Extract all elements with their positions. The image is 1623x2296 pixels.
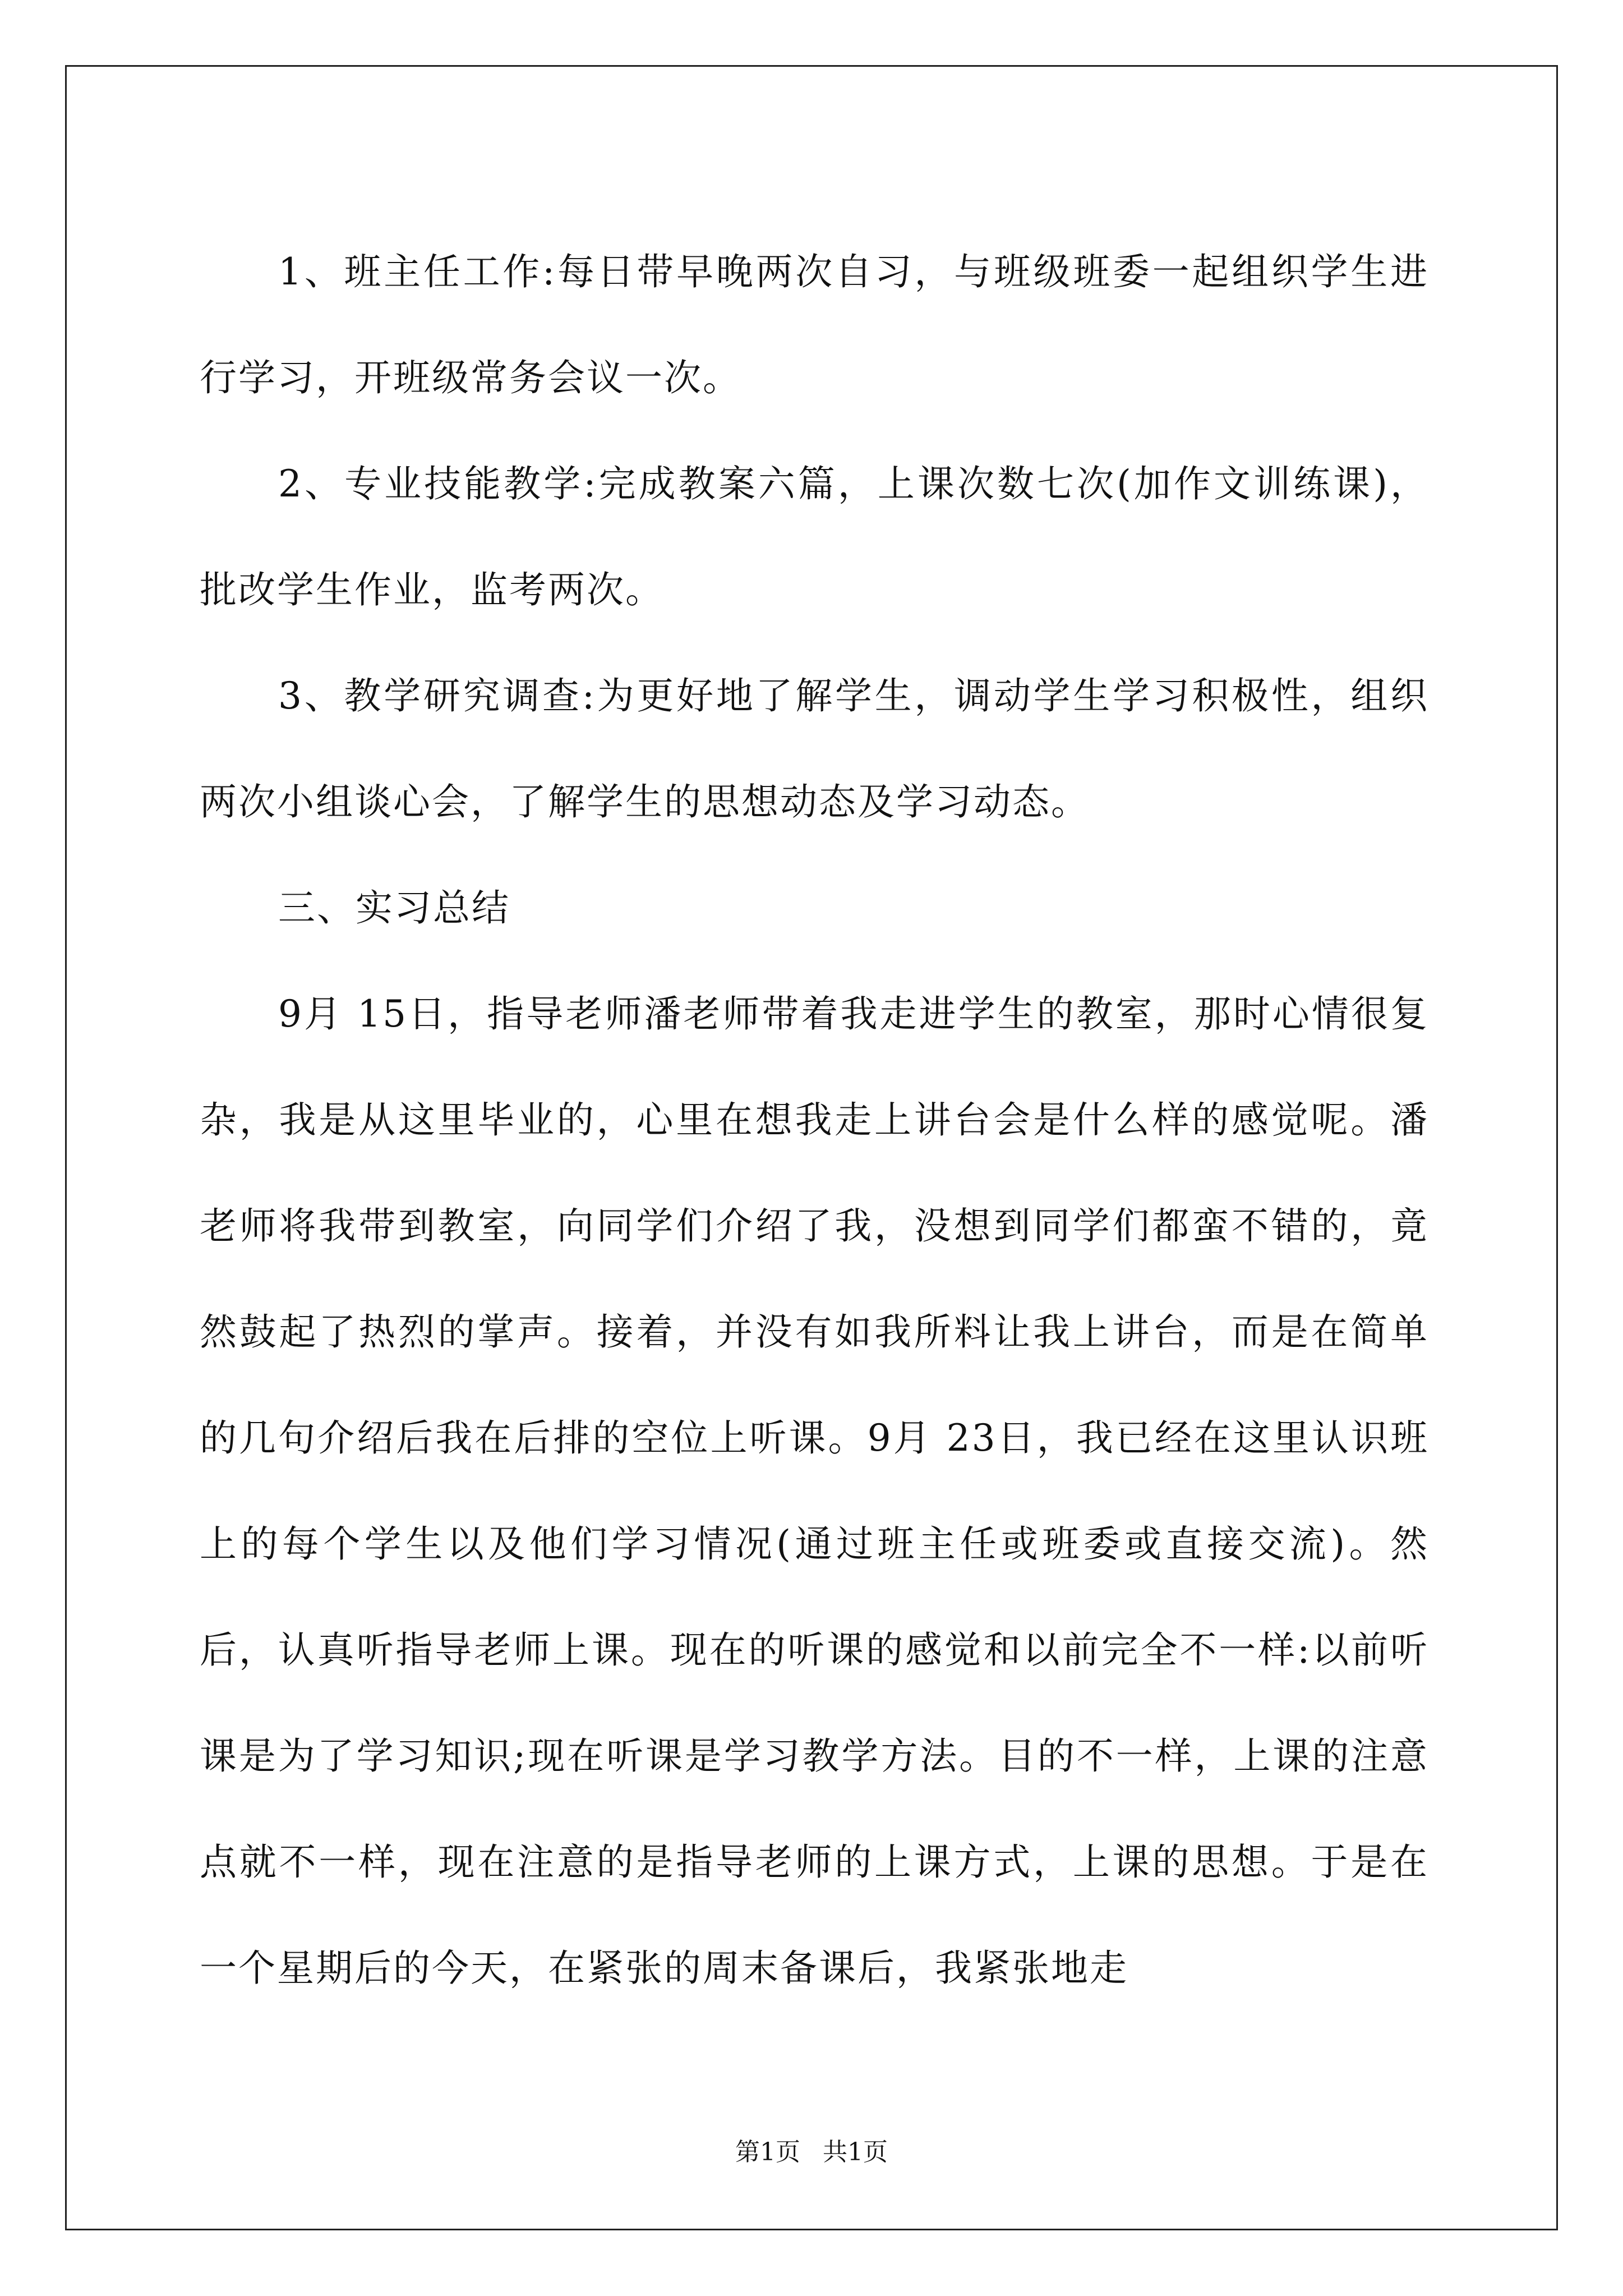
paragraph-4: 9月 15日，指导老师潘老师带着我走进学生的教室，那时心情很复杂，我是从这里毕业的，心里在想我走上讲台会是什么样的感觉呢。潘老师将我带到教室，向同学们介绍了我，没想到同学们都蛮不错的，竟然鼓起了热烈的掌声。接着，并没有如我所料让我上讲台，而是在简单的几句介绍后我在后排的空位上听课。9月 23日，我已经在这里认识班上的每个学生以及他们学习情况(通过班主任或班委或直接交流)。然后，认真听指导老师上课。现在的听课的感觉和以前完全不一样:以前听课是为了学习知识;现在听课是学习教学方法。目的不一样，上课的注意点就不一样，现在注意的是指导老师的上课方式，上课的思想。于是在一个星期后的今天，在紧张的周末备课后，我紧张地走 [200,992,1429,1990]
page-total: 共1页 [823,2138,888,2166]
page-number: 第1页 [735,2138,800,2166]
paragraph-1: 1、班主任工作:每日带早晚两次自习，与班级班委一起组织学生进行学习，开班级常务会议一次。 [200,250,1429,399]
paragraph-3: 3、教学研究调查:为更好地了解学生，调动学生学习积极性，组织两次小组谈心会，了解学生的思想动态及学习动态。 [200,674,1429,823]
paragraph-2: 2、专业技能教学:完成教案六篇，上课次数七次(加作文训练课)，批改学生作业，监考两次。 [200,462,1429,611]
page-footer [0,2132,1623,2168]
document-body [200,219,1429,2021]
section-heading: 三、实习总结 [278,886,510,930]
